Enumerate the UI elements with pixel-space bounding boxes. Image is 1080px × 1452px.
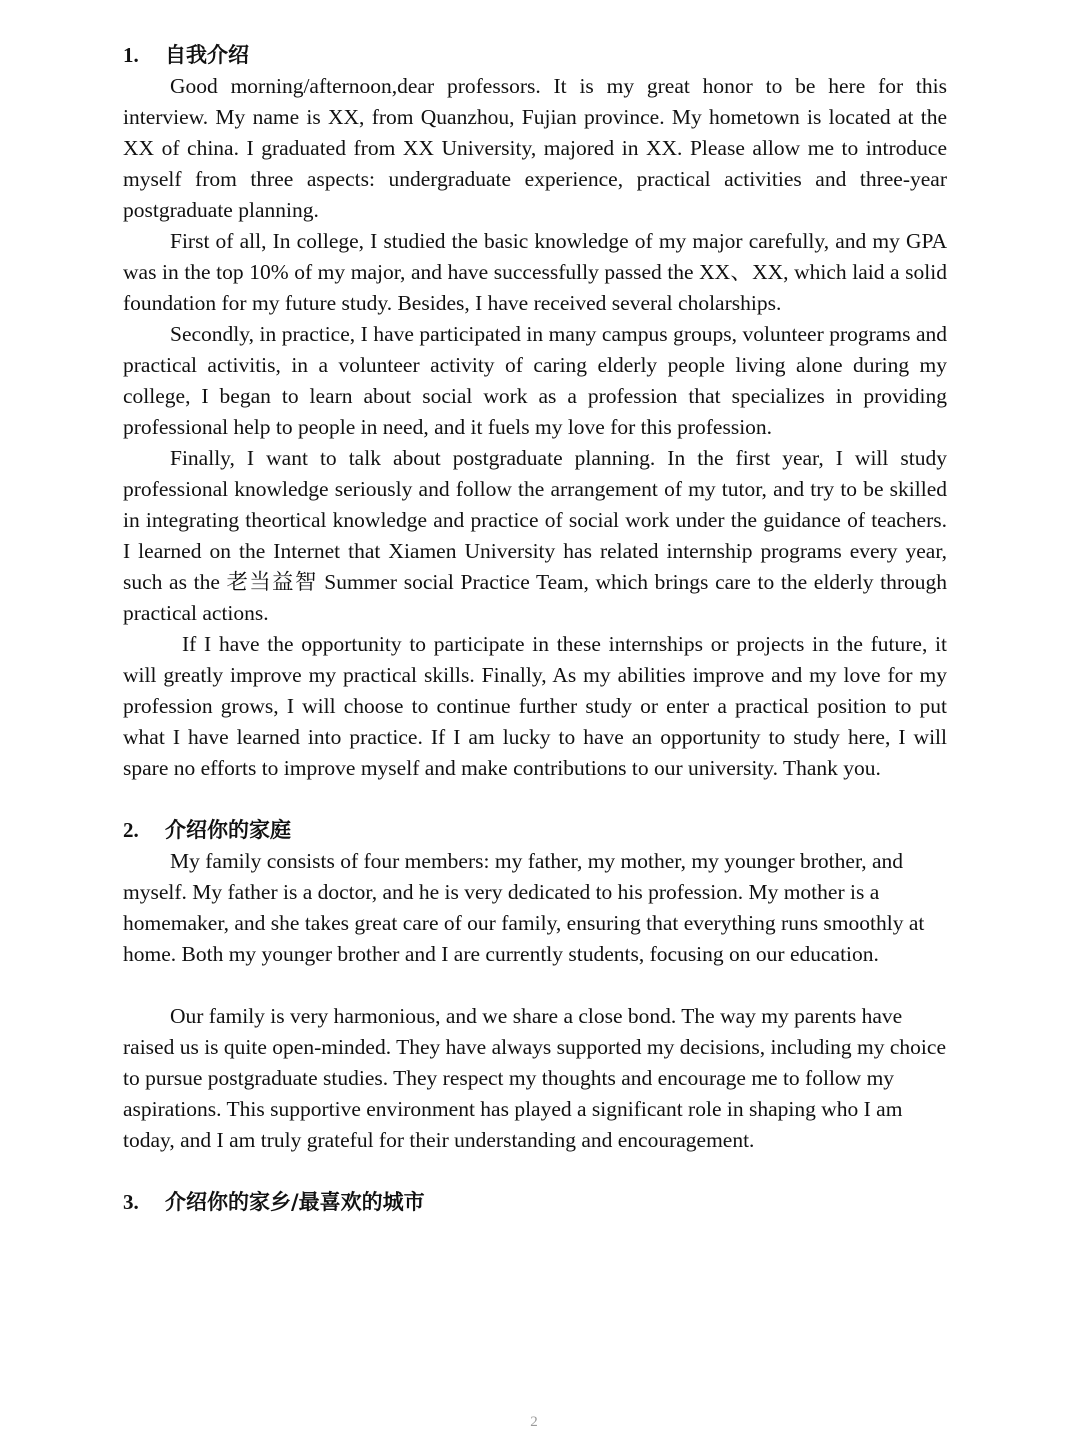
page-number: 2 [530,1414,538,1430]
section-3-heading [123,1187,947,1218]
paragraph-family-harmony: Our family is very harmonious, and we share a close bond. The way my parents have raised us is quite open-minded. They have always supported my decisions, including my choice to pursue postgraduate studies. They respect my thoughts and encourage me to follow my aspirations. This supportive environment has played a significant role in shaping who I am today, and I am truly grateful for their understanding and encouragement. [123,1004,946,1152]
section-2-title: 介绍你的家庭 [165,818,291,842]
paragraph-first-of-all: First of all, In college, I studied the basic knowledge of my major carefully, and my GPA was in the top 10% of my major, and have successfully passed the XX、XX, which laid a solid foundation for my future study. Besides, I have received several cholarships. [123,229,947,315]
section-1-title: 自我介绍 [165,43,249,67]
section-gap [123,784,947,815]
section-1-number: 1. [123,43,139,67]
paragraph-family-members: My family consists of four members: my father, my mother, my younger brother, and myself. My father is a doctor, and he is very dedicated to his profession. My mother is a homemaker, and she takes great care of our family, ensuring that everything runs smoothly at home. Both my younger brother and I are currently students, focusing on our education. [123,849,925,966]
paragraph-secondly: Secondly, in practice, I have participated in many campus groups, volunteer programs and practical activitis, in a volunteer activity of caring elderly people living alone during my college, I began to learn about social work as a profession that specializes in providing professional help to people in need, and it fuels my love for this profession. [123,322,947,439]
section-gap [123,1156,947,1187]
paragraph-greeting: Good morning/afternoon,dear professors. It is my great honor to be here for this interview. My name is XX, from Quanzhou, Fujian province. My hometown is located at the XX of china. I graduated from XX University, majored in XX. Please allow me to introduce myself from three aspects: undergraduate experience, practical activities and three-year postgraduate planning. [123,74,947,222]
paragraph-gap [123,970,947,1001]
section-1-heading [123,40,947,71]
section-3-title: 介绍你的家乡/最喜欢的城市 [165,1190,425,1214]
document-body [123,40,947,1218]
paragraph-opportunity: If I have the opportunity to participate in these internships or projects in the future, it will greatly improve my practical skills. Finally, As my abilities improve and my love for my profession grows, I will choose to continue further study or enter a practical position to put what I have learned into practice. If I am lucky to have an opportunity to study here, I will spare no efforts to improve myself and make contributions to our university. Thank you. [123,632,947,780]
paragraph-finally: Finally, I want to talk about postgraduate planning. In the first year, I will study professional knowledge seriously and follow the arrangement of my tutor, and try to be skilled in integrating theortical knowledge and practice of social work under the guidance of teachers. I learned on the Internet that Xiamen University has related internship programs every year, such as the 老当益智 Summer social Practice Team, which brings care to the elderly through practical actions. [123,446,947,625]
section-2-heading [123,815,947,846]
section-3-number: 3. [123,1190,139,1214]
section-2-number: 2. [123,818,139,842]
